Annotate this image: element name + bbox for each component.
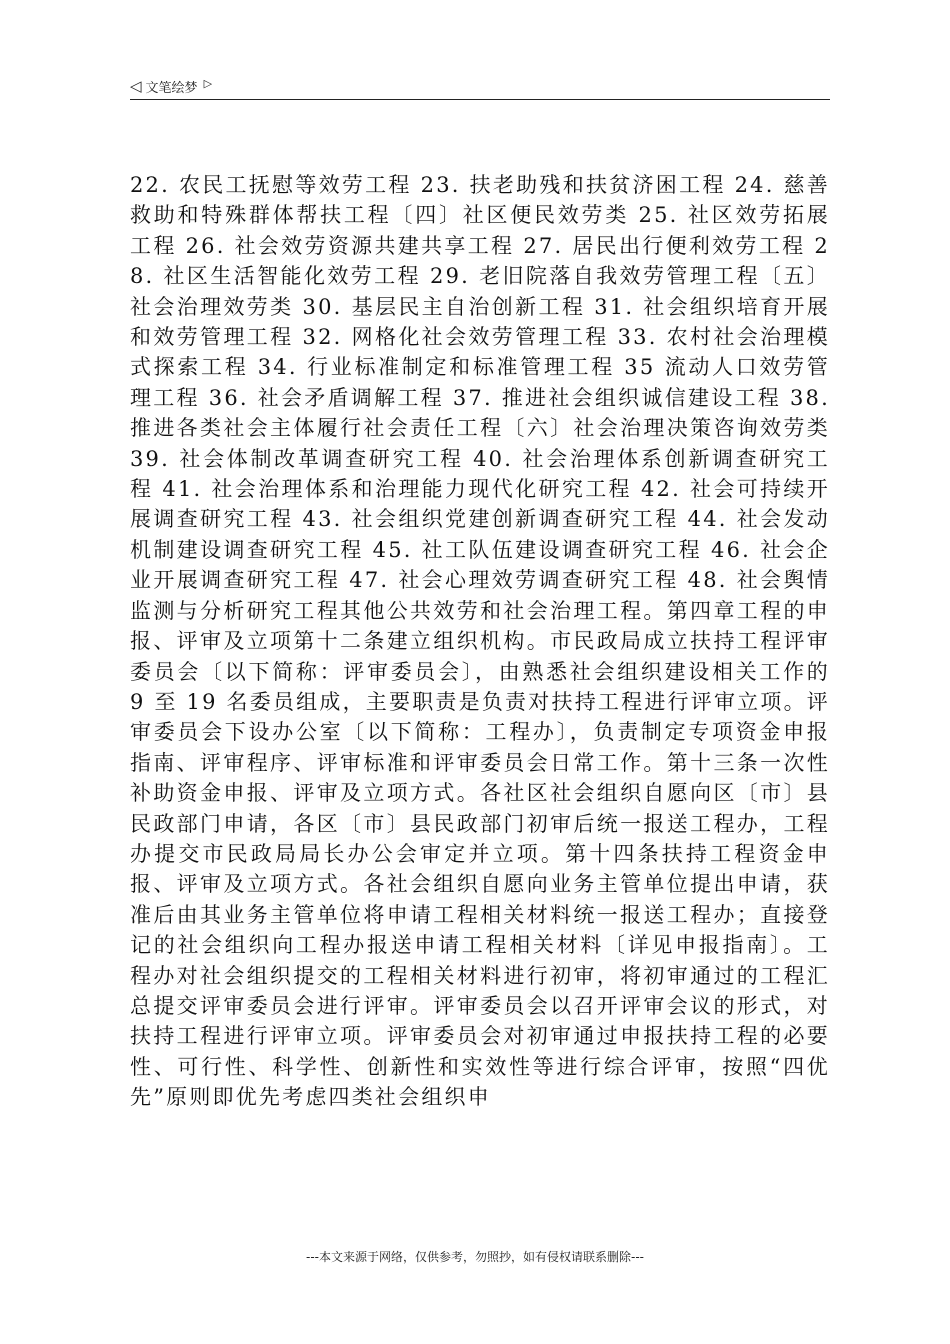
triangle-right-icon: ▷ bbox=[203, 76, 213, 90]
page-header bbox=[130, 74, 830, 98]
page-footer: ---本文来源于网络，仅供参考，勿照抄，如有侵权请联系删除--- bbox=[306, 1250, 644, 1264]
document-body-text: 22. 农民工抚慰等效劳工程 23. 扶老助残和扶贫济困工程 24. 慈善救助和特殊群体帮扶工程〔四〕社区便民效劳类 25. 社区效劳拓展工程 26. 社会效劳资源共建共享工程 27. 居民出行便利效劳工程 28. 社区生活智能化效劳工程 29. 老旧院落自我效劳管理工程〔五〕社会治理效劳类 30. 基层民主自治创新工程 31. 社会组织培育开展和效劳管理工程 32. 网格化社会效劳管理工程 33. 农村社会治理模式探索工程 34. 行业标准制定和标准管理工程 35 流动人口效劳管理工程 36. 社会矛盾调解工程 37. 推进社会组织诚信建设工程 38. 推进各类社会主体履行社会责任工程〔六〕社会治理决策咨询效劳类 39. 社会体制改革调查研究工程 40. 社会治理体系创新调查研究工程 41. 社会治理体系和治理能力现代化研究工程 42. 社会可持续开展调查研究工程 43. 社会组织党建创新调查研究工程 44. 社会发动机制建设调查研究工程 45. 社工队伍建设调查研究工程 46. 社会企业开展调查研究工程 47. 社会心理效劳调查研究工程 48. 社会舆情监测与分析研究工程其他公共效劳和社会治理工程。第四章工程的申报、评审及立项第十二条建立组织机构。市民政局成立扶持工程评审委员会〔以下简称：评审委员会〕，由熟悉社会组织建设相关工作的 9 至 19 名委员组成，主要职责是负责对扶持工程进行评审立项。评审委员会下设办公室〔以下简称：工程办〕，负责制定专项资金申报指南、评审程序、评审标准和评审委员会日常工作。第十三条一次性补助资金申报、评审及立项方式。各社区社会组织自愿向区〔市〕县民政部门申请，各区〔市〕县民政部门初审后统一报送工程办，工程办提交市民政局局长办公会审定并立项。第十四条扶持工程资金申报、评审及立项方式。各社会组织自愿向业务主管单位提出申请，获准后由其业务主管单位将申请工程相关材料统一报送工程办；直接登记的社会组织向工程办报送申请工程相关材料〔详见申报指南〕。工程办对社会组织提交的工程相关材料进行初审，将初审通过的工程汇总提交评审委员会进行评审。评审委员会以召开评审会议的形式，对扶持工程进行评审立项。评审委员会对初审通过申报扶持工程的必要性、可行性、科学性、创新性和实效性等进行综合评审，按照“四优先”原则即优先考虑四类社会组织申 bbox=[130, 173, 830, 1110]
triangle-left-icon: ◁ bbox=[130, 76, 142, 95]
header-divider bbox=[130, 99, 830, 100]
header-title: 文笔绘梦 bbox=[145, 80, 198, 96]
